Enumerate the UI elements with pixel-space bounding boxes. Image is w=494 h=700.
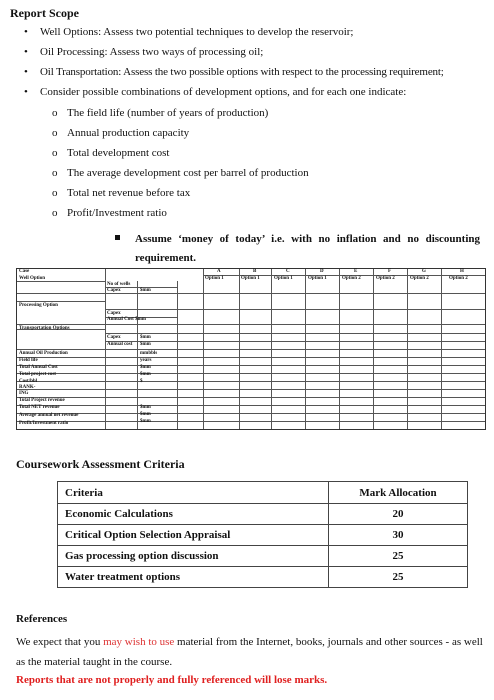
grid-row-label: Total project cost [19,372,56,377]
grid-smm-3: $mm [140,335,151,340]
grid-row-label: ING [19,391,29,396]
criteria-table [57,481,468,588]
grid-col-option: Option 1 [308,276,327,281]
criteria-header: Criteria [58,482,329,504]
grid-unit: $mm [140,365,151,370]
report-scope-heading: Report Scope [10,6,79,20]
grid-col-option: Option 2 [376,276,395,281]
bullet-dot-icon: • [24,46,28,58]
square-bullet-icon [115,235,120,240]
criteria-header-row [58,482,468,504]
grid-row-label: Field life [19,358,38,363]
circle-bullet-icon: o [52,187,58,199]
grid-row-label: RANK- [19,385,36,390]
mark-cell: 20 [329,504,468,525]
grid-annual-cost-1: Annual Cost $mm [107,317,146,322]
bullet-dot-icon: • [24,86,28,98]
grid-col-letter: G [422,269,426,274]
grid-unit: $mm [140,372,151,377]
grid-capex-3: Capex [107,335,121,340]
circle-bullet-icon: o [52,147,58,159]
references-paragraph: We expect that you may wish to use material from the Internet, books, journals and other sources - as well as the material taught in the course. [16,636,483,668]
circle-bullet-icon: o [52,167,58,179]
criteria-cell: Economic Calculations [58,504,329,525]
table-row [58,567,468,588]
grid-col-letter: B [253,269,257,274]
grid-unit: $mm [140,405,151,410]
mark-cell: 25 [329,546,468,567]
grid-row-label: Cost/bbl [19,379,38,384]
criteria-heading: Coursework Assessment Criteria [16,457,185,471]
grid-col-option: Option 1 [241,276,260,281]
grid-col-letter: C [286,269,290,274]
grid-col-letter: F [388,269,392,274]
references-heading: References [16,613,68,625]
grid-smm-4: $mm [140,342,151,347]
options-grid [16,268,486,430]
bullet-dot-icon: • [24,26,28,38]
grid-col-letter: E [354,269,358,274]
table-row [58,546,468,567]
grid-col-option: Option 2 [342,276,361,281]
grid-row-label: Total NET revenue [19,405,60,410]
references-warning: Reports that are not properly and fully referenced will lose marks. [16,674,328,686]
criteria-cell: Water treatment options [58,567,329,588]
mark-allocation-header: Mark Allocation [329,482,468,504]
grid-unit: $mm [140,412,151,417]
table-row [58,504,468,525]
grid-unit: $ [140,379,143,384]
highlighted-phrase: may wish to use [103,636,175,648]
grid-col-letter: H [460,269,464,274]
grid-capex-2: Capex [107,311,121,316]
grid-transportation-options-label: Transportation Options [19,326,70,331]
mark-cell: 30 [329,525,468,546]
grid-capex-1: Capex [107,288,121,293]
grid-smm-1: $mm [140,288,151,293]
table-row [58,525,468,546]
circle-bullet-icon: o [52,207,58,219]
mark-cell: 25 [329,567,468,588]
grid-no-of-wells: No of wells [107,282,131,287]
criteria-cell: Gas processing option discussion [58,546,329,567]
circle-bullet-icon: o [52,127,58,139]
grid-col-letter: D [320,269,324,274]
criteria-cell: Critical Option Selection Appraisal [58,525,329,546]
grid-col-letter: A [217,269,221,274]
grid-row-label: Total Project revenue [19,398,65,403]
bullet-dot-icon: • [24,66,28,78]
grid-row-label: Annual Oil Production [19,351,68,356]
grid-case-label: Case [19,269,30,274]
grid-col-option: Option 1 [205,276,224,281]
grid-col-option: Option 2 [449,276,468,281]
grid-unit: $mm [140,419,151,424]
grid-row-label: Total Annual Cost [19,365,58,370]
grid-unit: mmbbls [140,351,158,356]
grid-col-option: Option 2 [410,276,429,281]
grid-col-option: Option 1 [274,276,293,281]
grid-row-label: Profit/Investment ratio [19,421,69,426]
circle-bullet-icon: o [52,107,58,119]
grid-unit: years [140,358,152,363]
grid-well-option-label: Well Option [19,276,45,281]
grid-processing-option-label: Processing Option [19,303,58,308]
grid-row-label: Average annual net revenue [19,413,79,418]
grid-annual-cost-2: Annual cost [107,342,133,347]
